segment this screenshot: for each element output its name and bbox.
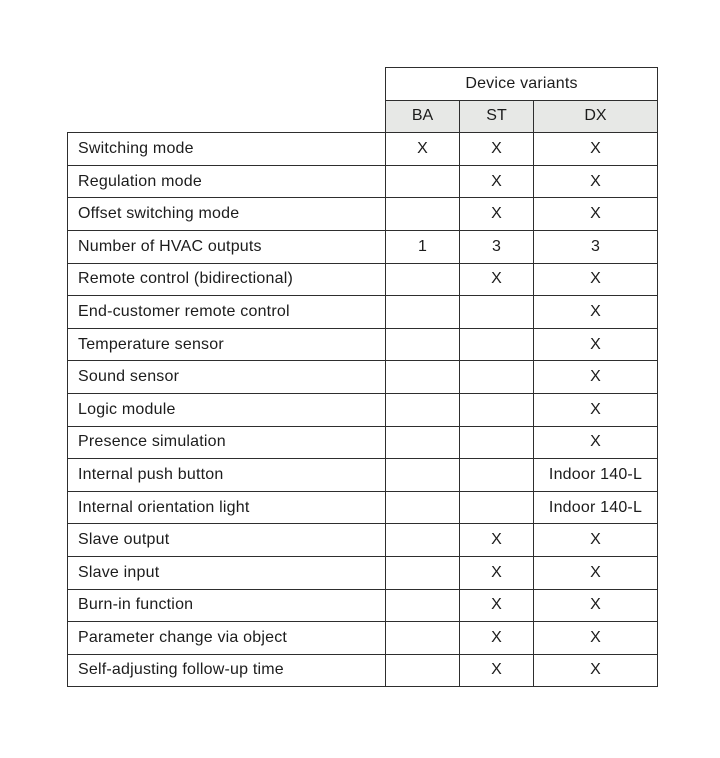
device-variants-table xyxy=(67,67,658,687)
cell-ba xyxy=(386,491,460,524)
row-label: Internal orientation light xyxy=(68,491,386,524)
cell-ba xyxy=(386,556,460,589)
cell-dx: X xyxy=(534,361,658,394)
cell-ba xyxy=(386,328,460,361)
table-row xyxy=(68,589,658,622)
table-row xyxy=(68,556,658,589)
cell-ba xyxy=(386,622,460,655)
cell-st xyxy=(460,361,534,394)
row-label: Presence simulation xyxy=(68,426,386,459)
table-row xyxy=(68,198,658,231)
table-title-row xyxy=(68,68,658,101)
cell-dx: X xyxy=(534,393,658,426)
table-row xyxy=(68,393,658,426)
row-label: Self-adjusting follow-up time xyxy=(68,654,386,687)
row-label: Parameter change via object xyxy=(68,622,386,655)
table-row xyxy=(68,263,658,296)
cell-dx: X xyxy=(534,556,658,589)
table-title: Device variants xyxy=(386,68,658,101)
row-label: Burn-in function xyxy=(68,589,386,622)
cell-dx: Indoor 140-L xyxy=(534,491,658,524)
cell-st xyxy=(460,491,534,524)
cell-ba xyxy=(386,198,460,231)
cell-ba xyxy=(386,296,460,329)
table-row xyxy=(68,296,658,329)
cell-ba xyxy=(386,654,460,687)
cell-ba xyxy=(386,263,460,296)
cell-ba: X xyxy=(386,133,460,166)
row-label: Internal push button xyxy=(68,459,386,492)
header-spacer xyxy=(68,100,386,133)
row-label: Temperature sensor xyxy=(68,328,386,361)
row-label: Sound sensor xyxy=(68,361,386,394)
row-label: Slave output xyxy=(68,524,386,557)
cell-dx: Indoor 140-L xyxy=(534,459,658,492)
row-label: Offset switching mode xyxy=(68,198,386,231)
cell-st: X xyxy=(460,622,534,655)
cell-st: X xyxy=(460,524,534,557)
cell-dx: X xyxy=(534,654,658,687)
cell-st xyxy=(460,328,534,361)
cell-ba xyxy=(386,165,460,198)
column-header-dx: DX xyxy=(534,100,658,133)
table-header xyxy=(68,68,658,133)
cell-st xyxy=(460,426,534,459)
table-row xyxy=(68,328,658,361)
cell-ba: 1 xyxy=(386,230,460,263)
cell-dx: X xyxy=(534,133,658,166)
cell-st xyxy=(460,393,534,426)
cell-st: X xyxy=(460,589,534,622)
row-label: End-customer remote control xyxy=(68,296,386,329)
cell-st: X xyxy=(460,133,534,166)
cell-ba xyxy=(386,393,460,426)
cell-st: X xyxy=(460,263,534,296)
cell-dx: X xyxy=(534,524,658,557)
cell-dx: X xyxy=(534,198,658,231)
table-row xyxy=(68,230,658,263)
header-spacer xyxy=(68,68,386,101)
table-row xyxy=(68,361,658,394)
cell-st: X xyxy=(460,198,534,231)
cell-ba xyxy=(386,589,460,622)
cell-ba xyxy=(386,361,460,394)
table-row xyxy=(68,133,658,166)
row-label: Number of HVAC outputs xyxy=(68,230,386,263)
cell-dx: X xyxy=(534,426,658,459)
table-row xyxy=(68,426,658,459)
cell-dx: X xyxy=(534,263,658,296)
cell-st xyxy=(460,296,534,329)
table-row xyxy=(68,622,658,655)
table-row xyxy=(68,459,658,492)
table-body xyxy=(68,133,658,687)
table-row xyxy=(68,524,658,557)
cell-dx: X xyxy=(534,589,658,622)
cell-st: 3 xyxy=(460,230,534,263)
cell-ba xyxy=(386,524,460,557)
row-label: Logic module xyxy=(68,393,386,426)
column-header-st: ST xyxy=(460,100,534,133)
column-header-ba: BA xyxy=(386,100,460,133)
row-label: Slave input xyxy=(68,556,386,589)
cell-ba xyxy=(386,459,460,492)
table-row xyxy=(68,654,658,687)
cell-st: X xyxy=(460,654,534,687)
cell-dx: X xyxy=(534,165,658,198)
cell-dx: 3 xyxy=(534,230,658,263)
cell-st: X xyxy=(460,556,534,589)
table-row xyxy=(68,165,658,198)
column-header-row xyxy=(68,100,658,133)
row-label: Regulation mode xyxy=(68,165,386,198)
cell-st xyxy=(460,459,534,492)
cell-dx: X xyxy=(534,328,658,361)
cell-ba xyxy=(386,426,460,459)
table-row xyxy=(68,491,658,524)
row-label: Remote control (bidirectional) xyxy=(68,263,386,296)
row-label: Switching mode xyxy=(68,133,386,166)
cell-dx: X xyxy=(534,296,658,329)
cell-dx: X xyxy=(534,622,658,655)
cell-st: X xyxy=(460,165,534,198)
